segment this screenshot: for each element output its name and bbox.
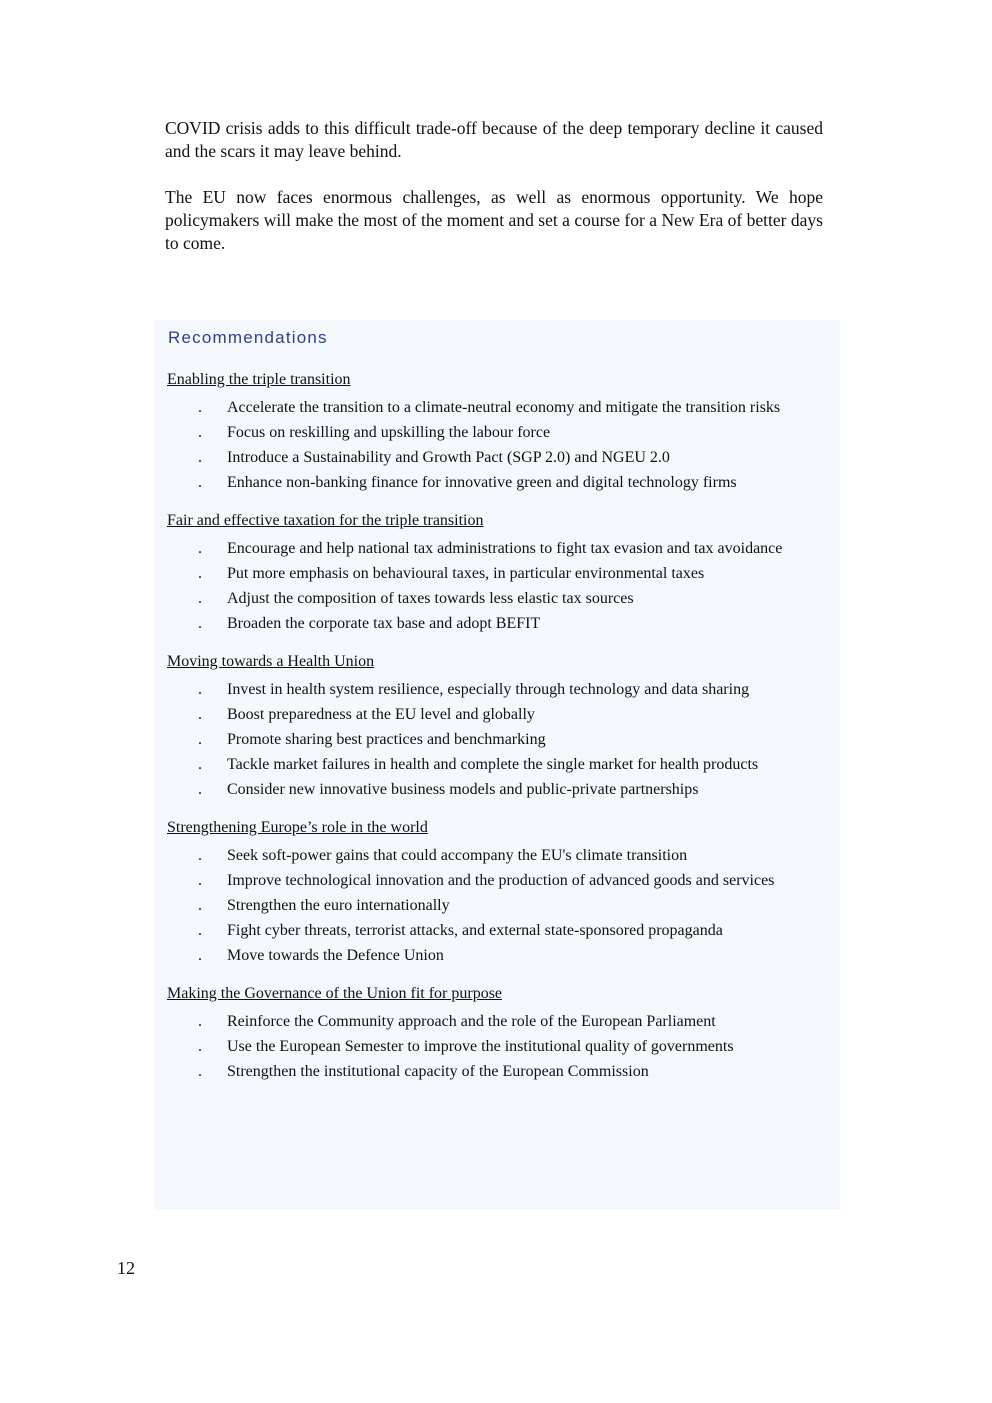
list-item <box>167 420 829 445</box>
list-item <box>167 727 829 752</box>
bullet-marker: . <box>198 756 202 773</box>
section-list <box>167 395 829 495</box>
section-title: Fair and effective taxation for the triple transition <box>167 512 484 529</box>
list-item <box>167 1034 829 1059</box>
list-item <box>167 677 829 702</box>
list-item-text: Broaden the corporate tax base and adopt BEFIT <box>227 615 541 632</box>
bullet-marker: . <box>198 872 202 889</box>
bullet-marker: . <box>198 922 202 939</box>
list-item <box>167 868 829 893</box>
list-item-text: Enhance non-banking finance for innovative green and digital technology firms <box>227 474 737 491</box>
list-item <box>167 843 829 868</box>
page-number: 12 <box>117 1258 135 1278</box>
bullet-marker: . <box>198 565 202 582</box>
list-item-text: Improve technological innovation and the production of advanced goods and services <box>227 872 775 889</box>
list-item <box>167 918 829 943</box>
bullet-marker: . <box>198 781 202 798</box>
list-item-text: Reinforce the Community approach and the role of the European Parliament <box>227 1013 716 1030</box>
list-item <box>167 395 829 420</box>
section-title: Strengthening Europe’s role in the world <box>167 819 428 836</box>
section-list <box>167 536 829 636</box>
intro-paragraph: COVID crisis adds to this difficult trade-off because of the deep temporary decline it caused and the scars it may leave behind. <box>165 118 823 161</box>
list-item-text: Adjust the composition of taxes towards less elastic tax sources <box>227 590 634 607</box>
recommendation-section <box>167 984 829 1084</box>
bullet-marker: . <box>198 1063 202 1080</box>
bullet-marker: . <box>198 449 202 466</box>
list-item-text: Fight cyber threats, terrorist attacks, and external state-sponsored propaganda <box>227 922 723 939</box>
bullet-marker: . <box>198 399 202 416</box>
list-item <box>167 536 829 561</box>
list-item <box>167 943 829 968</box>
list-item-text: Accelerate the transition to a climate-neutral economy and mitigate the transition risks <box>227 399 781 416</box>
list-item <box>167 777 829 802</box>
section-list <box>167 1009 829 1084</box>
bullet-marker: . <box>198 590 202 607</box>
bullet-marker: . <box>198 424 202 441</box>
recommendations-sections <box>167 370 829 1100</box>
recommendation-section <box>167 370 829 495</box>
list-item <box>167 1009 829 1034</box>
bullet-marker: . <box>198 706 202 723</box>
bullet-marker: . <box>198 681 202 698</box>
bullet-marker: . <box>198 731 202 748</box>
list-item-text: Strengthen the euro internationally <box>227 897 450 914</box>
section-list <box>167 677 829 802</box>
recommendation-section <box>167 511 829 636</box>
list-item-text: Tackle market failures in health and complete the single market for health products <box>227 756 759 773</box>
bullet-marker: . <box>198 540 202 557</box>
bullet-marker: . <box>198 615 202 632</box>
intro-text <box>165 117 823 278</box>
list-item-text: Strengthen the institutional capacity of the European Commission <box>227 1063 649 1080</box>
list-item <box>167 893 829 918</box>
section-title: Moving towards a Health Union <box>167 653 375 670</box>
list-item <box>167 1059 829 1084</box>
recommendations-box <box>154 320 840 1210</box>
list-item-text: Use the European Semester to improve the institutional quality of governments <box>227 1038 734 1055</box>
bullet-marker: . <box>198 474 202 491</box>
list-item-text: Invest in health system resilience, especially through technology and data sharing <box>227 681 750 698</box>
list-item-text: Encourage and help national tax administrations to fight tax evasion and tax avoidance <box>227 540 783 557</box>
list-item <box>167 611 829 636</box>
intro-paragraph: The EU now faces enormous challenges, as well as enormous opportunity. We hope policymakers will make the most of the moment and set a course for a New Era of better days to come. <box>165 187 823 253</box>
list-item <box>167 561 829 586</box>
list-item-text: Boost preparedness at the EU level and globally <box>227 706 535 723</box>
bullet-marker: . <box>198 897 202 914</box>
list-item <box>167 752 829 777</box>
list-item-text: Put more emphasis on behavioural taxes, in particular environmental taxes <box>227 565 705 582</box>
recommendation-section <box>167 652 829 802</box>
bullet-marker: . <box>198 1038 202 1055</box>
list-item-text: Consider new innovative business models and public-private partnerships <box>227 781 699 798</box>
list-item <box>167 445 829 470</box>
list-item-text: Introduce a Sustainability and Growth Pact (SGP 2.0) and NGEU 2.0 <box>227 449 670 466</box>
bullet-marker: . <box>198 1013 202 1030</box>
list-item <box>167 702 829 727</box>
section-list <box>167 843 829 968</box>
list-item-text: Seek soft-power gains that could accompany the EU's climate transition <box>227 847 688 864</box>
section-title: Enabling the triple transition <box>167 371 351 388</box>
recommendations-title: Recommendations <box>168 328 328 347</box>
list-item-text: Promote sharing best practices and benchmarking <box>227 731 546 748</box>
list-item-text: Focus on reskilling and upskilling the labour force <box>227 424 551 441</box>
list-item-text: Move towards the Defence Union <box>227 947 444 964</box>
bullet-marker: . <box>198 947 202 964</box>
list-item <box>167 470 829 495</box>
section-title: Making the Governance of the Union fit for purpose <box>167 985 503 1002</box>
list-item <box>167 586 829 611</box>
recommendation-section <box>167 818 829 968</box>
bullet-marker: . <box>198 847 202 864</box>
